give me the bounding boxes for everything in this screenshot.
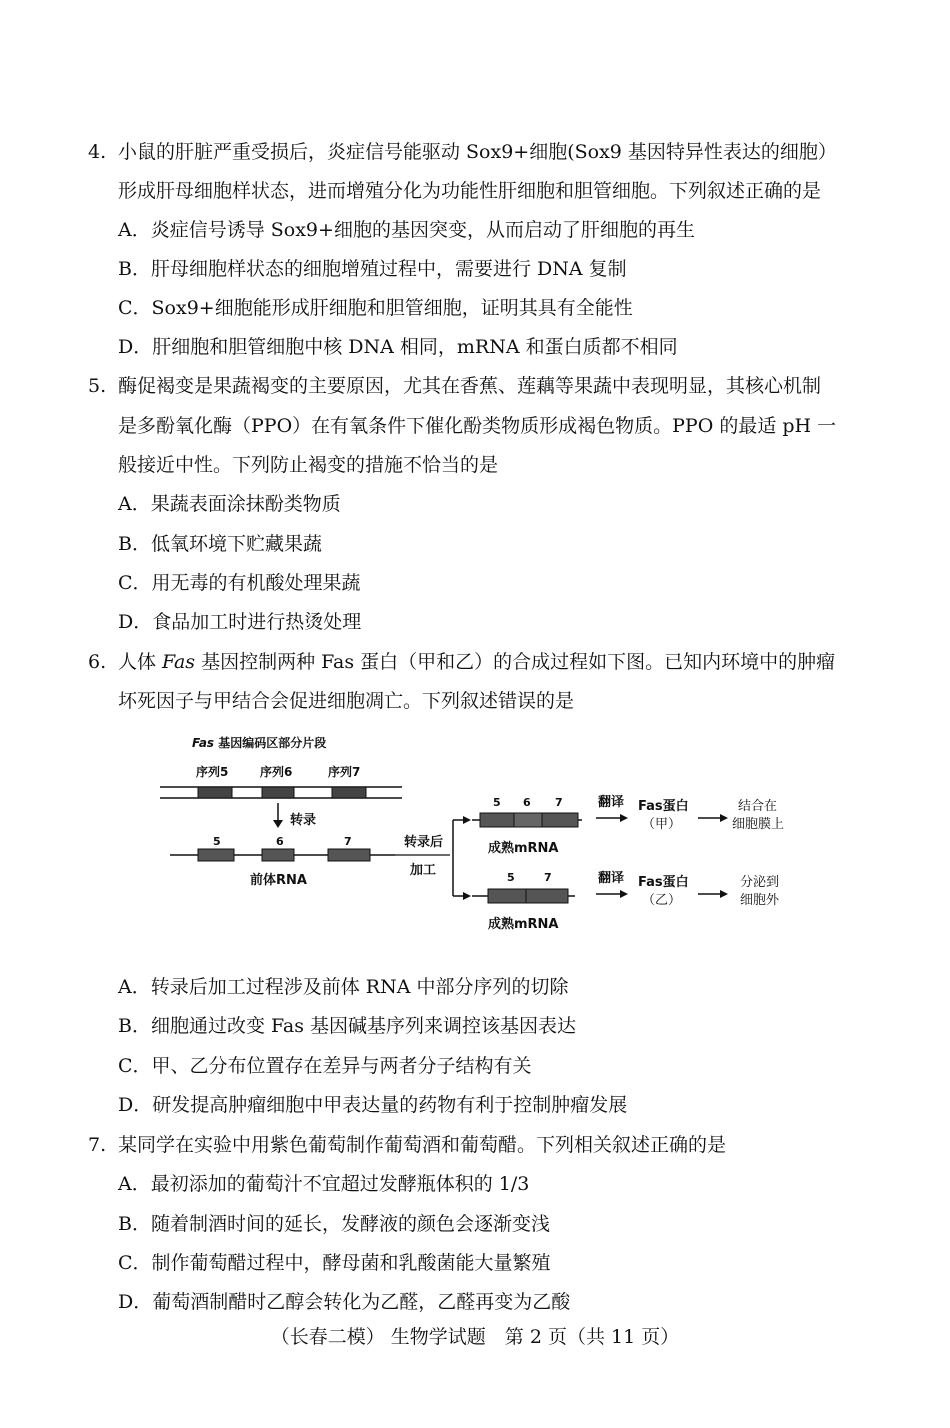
diagram-title-rest: 基因编码区部分片段 [214, 736, 327, 750]
label-sequence-6: 序列6 [260, 765, 293, 779]
question-4-option-d: D．肝细胞和胆管细胞中核 DNA 相同，mRNA 和蛋白质都不相同 [118, 336, 678, 358]
question-7-number: 7. [88, 1134, 107, 1156]
question-7-stem-line-1: 某同学在实验中用紫色葡萄制作葡萄酒和葡萄醋。下列相关叙述正确的是 [118, 1134, 727, 1156]
label-secrete-1: 分泌到 [740, 875, 780, 890]
dna-sequence-5 [198, 787, 232, 798]
question-5-option-d: D．食品加工时进行热烫处理 [118, 611, 362, 633]
label-jia: （甲） [642, 817, 682, 832]
label-processing: 加工 [410, 863, 437, 878]
diagram-title [192, 735, 326, 750]
question-6-stem-pre: 人体 [118, 651, 163, 673]
mrna2-sequence-5 [488, 889, 526, 903]
label-mature-mrna-1: 成熟mRNA [488, 841, 559, 856]
pre-rna-sequence-5 [198, 849, 234, 861]
question-4-stem-line-2: 形成肝母细胞样状态，进而增殖分化为功能性肝细胞和胆管细胞。下列叙述正确的是 [118, 180, 822, 202]
label-fas-protein-yi: Fas蛋白 [638, 875, 689, 890]
question-4-option-c: C．Sox9+细胞能形成肝细胞和胆管细胞，证明其具有全能性 [118, 297, 633, 319]
label-secrete-2: 细胞外 [740, 893, 780, 908]
question-7-option-c: C．制作葡萄醋过程中，酵母菌和乳酸菌能大量繁殖 [118, 1252, 551, 1274]
question-5-number: 5. [88, 375, 107, 397]
question-5-stem-line-3: 般接近中性。下列防止褐变的措施不恰当的是 [118, 454, 499, 476]
mrna1-num-7: 7 [555, 796, 563, 809]
question-7-option-a: A．最初添加的葡萄汁不宜超过发酵瓶体积的 1/3 [118, 1173, 530, 1195]
question-6-option-c: C．甲、乙分布位置存在差异与两者分子结构有关 [118, 1055, 532, 1077]
diagram-title-gene: Fas [192, 736, 215, 750]
question-5-stem-line-1: 酶促褐变是果蔬褐变的主要原因，尤其在香蕉、莲藕等果蔬中表现明显，其核心机制 [118, 375, 822, 397]
label-bind-1: 结合在 [738, 799, 778, 814]
question-5-option-b: B．低氧环境下贮藏果蔬 [118, 533, 322, 555]
branch-arrowhead-bottom [463, 892, 471, 900]
page-footer: （长春二模） 生物学试题 第 2 页（共 11 页） [270, 1326, 680, 1348]
mrna2-sequence-7 [526, 889, 568, 903]
label-sequence-5: 序列5 [196, 765, 229, 779]
fas-gene-expression-diagram [150, 728, 820, 948]
label-pre-rna: 前体RNA [250, 873, 307, 888]
pre-rna-num-6: 6 [276, 835, 284, 848]
pre-rna-sequence-6 [262, 849, 294, 861]
dna-sequence-6 [262, 787, 294, 798]
question-4-stem-line-1: 小鼠的肝脏严重受损后，炎症信号能驱动 Sox9+细胞(Sox9 基因特异性表达的细胞） [118, 141, 837, 163]
mrna1-sequence-6 [514, 813, 542, 827]
label-fas-protein-jia: Fas蛋白 [638, 799, 689, 814]
label-transcription: 转录 [290, 813, 317, 828]
question-4-number: 4. [88, 141, 107, 163]
question-6-stem-line-2: 坏死因子与甲结合会促进细胞凋亡。下列叙述错误的是 [118, 690, 575, 712]
question-5-option-c: C．用无毒的有机酸处理果蔬 [118, 572, 361, 594]
mrna2-num-7: 7 [544, 871, 552, 884]
question-4-option-a: A．炎症信号诱导 Sox9+细胞的基因突变，从而启动了肝细胞的再生 [118, 219, 695, 241]
label-mature-mrna-2: 成熟mRNA [488, 917, 559, 932]
question-5-stem-line-2: 是多酚氧化酶（PPO）在有氧条件下催化酚类物质形成褐色物质。PPO 的最适 pH 一 [118, 415, 837, 437]
branch-arrowhead-top [463, 816, 471, 824]
question-6-option-b: B．细胞通过改变 Fas 基因碱基序列来调控该基因表达 [118, 1015, 577, 1037]
mrna1-num-5: 5 [493, 796, 501, 809]
question-4-option-b: B．肝母细胞样状态的细胞增殖过程中，需要进行 DNA 复制 [118, 258, 627, 280]
pre-rna-sequence-7 [328, 849, 370, 861]
dna-sequence-7 [332, 787, 366, 798]
label-yi: （乙） [642, 893, 682, 908]
mrna1-sequence-5 [480, 813, 514, 827]
label-translation-1: 翻译 [598, 795, 625, 810]
label-post-transcription: 转录后 [404, 835, 444, 850]
question-6-stem-post: 基因控制两种 Fas 蛋白（甲和乙）的合成过程如下图。已知内环境中的肿瘤 [195, 651, 836, 673]
mrna2-num-5: 5 [507, 871, 515, 884]
outcome-arrowhead-2 [720, 890, 728, 898]
dna-strands [160, 787, 402, 798]
question-6-option-d: D．研发提高肿瘤细胞中甲表达量的药物有利于控制肿瘤发展 [118, 1094, 628, 1116]
transcription-arrowhead [273, 820, 283, 828]
translation-arrowhead-2 [620, 890, 628, 898]
question-6-stem-line-1 [118, 650, 835, 674]
outcome-arrowhead-1 [720, 814, 728, 822]
translation-arrowhead-1 [620, 814, 628, 822]
mrna1-num-6: 6 [523, 796, 531, 809]
question-6-number: 6. [88, 651, 107, 673]
question-6-option-a: A．转录后加工过程涉及前体 RNA 中部分序列的切除 [118, 976, 569, 998]
mrna1-sequence-7 [542, 813, 578, 827]
label-bind-2: 细胞膜上 [732, 817, 785, 832]
pre-rna-num-5: 5 [213, 835, 221, 848]
question-7-option-b: B．随着制酒时间的延长，发酵液的颜色会逐渐变浅 [118, 1213, 550, 1235]
question-5-option-a: A．果蔬表面涂抹酚类物质 [118, 493, 341, 515]
label-sequence-7: 序列7 [328, 765, 361, 779]
question-6-stem-gene: Fas [162, 651, 196, 673]
label-translation-2: 翻译 [598, 871, 625, 886]
question-7-option-d: D．葡萄酒制醋时乙醇会转化为乙醛，乙醛再变为乙酸 [118, 1291, 571, 1313]
pre-rna-num-7: 7 [344, 835, 352, 848]
